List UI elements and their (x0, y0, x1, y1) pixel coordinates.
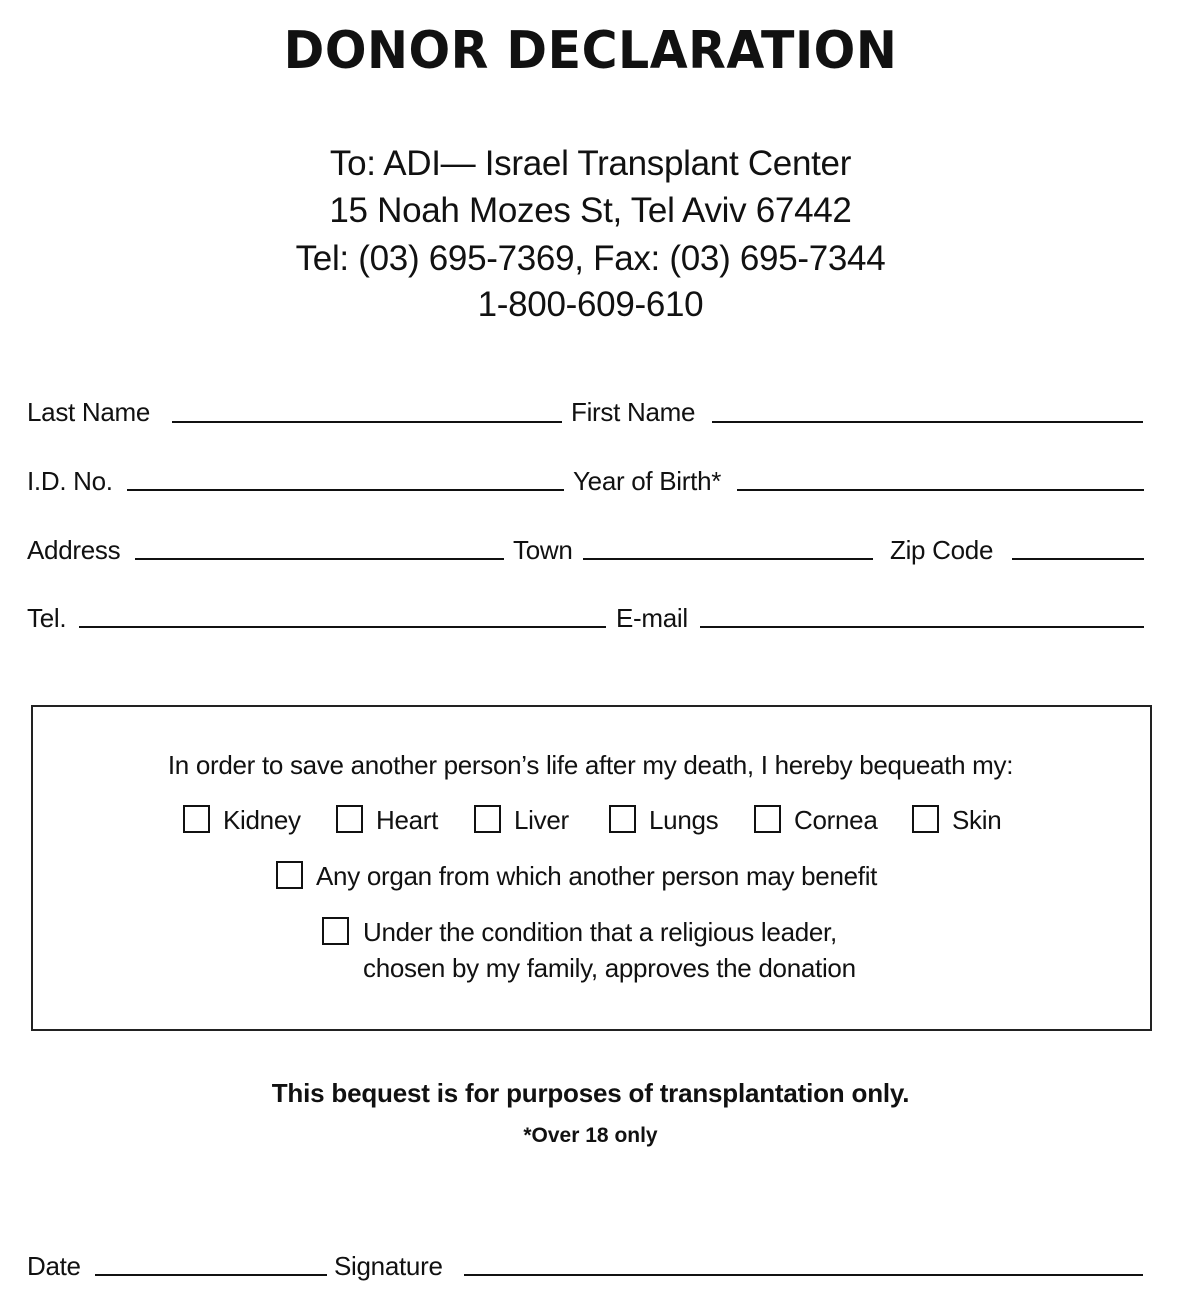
liver-checkbox[interactable] (474, 805, 501, 833)
email-field[interactable] (700, 626, 1144, 628)
recipient-street: 15 Noah Mozes St, Tel Aviv 67442 (329, 191, 852, 230)
signature-label: Signature (334, 1251, 443, 1281)
signature-field[interactable] (464, 1274, 1143, 1276)
any-organ-label: Any organ from which another person may benefit (316, 861, 878, 891)
town-label: Town (513, 535, 573, 565)
id-number-field[interactable] (127, 489, 564, 491)
cornea-label: Cornea (794, 805, 878, 835)
kidney-label: Kidney (223, 805, 301, 835)
first-name-label: First Name (571, 397, 696, 427)
bequest-intro: In order to save another person’s life after my death, I hereby bequeath my: (167, 750, 1014, 780)
address-field[interactable] (135, 558, 504, 560)
recipient-phone-fax: Tel: (03) 695-7369, Fax: (03) 695-7344 (295, 239, 886, 278)
religious-condition-line1: Under the condition that a religious leader, (363, 917, 837, 947)
skin-label: Skin (952, 805, 1002, 835)
last-name-label: Last Name (27, 397, 151, 427)
lungs-checkbox[interactable] (609, 805, 636, 833)
religious-condition-checkbox[interactable] (322, 917, 349, 945)
email-label: E-mail (616, 603, 688, 633)
date-label: Date (27, 1251, 81, 1281)
age-footnote: *Over 18 only (523, 1124, 658, 1147)
lungs-label: Lungs (649, 805, 719, 835)
any-organ-checkbox[interactable] (276, 861, 303, 889)
recipient-tollfree: 1-800-609-610 (477, 285, 704, 324)
kidney-checkbox[interactable] (183, 805, 210, 833)
heart-label: Heart (376, 805, 439, 835)
tel-field[interactable] (79, 626, 606, 628)
skin-checkbox[interactable] (912, 805, 939, 833)
zip-code-field[interactable] (1012, 558, 1144, 560)
id-number-label: I.D. No. (27, 466, 113, 496)
date-field[interactable] (95, 1274, 327, 1276)
address-label: Address (27, 535, 121, 565)
zip-code-label: Zip Code (890, 535, 994, 565)
recipient-name: To: ADI— Israel Transplant Center (329, 144, 852, 183)
page-title: DONOR DECLARATION (283, 20, 898, 81)
transplant-purpose-note: This bequest is for purposes of transplantation only. (271, 1078, 910, 1108)
last-name-field[interactable] (172, 421, 562, 423)
year-of-birth-label: Year of Birth* (573, 466, 722, 496)
cornea-checkbox[interactable] (754, 805, 781, 833)
town-field[interactable] (583, 558, 873, 560)
tel-label: Tel. (27, 603, 67, 633)
heart-checkbox[interactable] (336, 805, 363, 833)
liver-label: Liver (514, 805, 569, 835)
religious-condition-line2: chosen by my family, approves the donation (363, 953, 856, 983)
first-name-field[interactable] (712, 421, 1143, 423)
year-of-birth-field[interactable] (737, 489, 1144, 491)
